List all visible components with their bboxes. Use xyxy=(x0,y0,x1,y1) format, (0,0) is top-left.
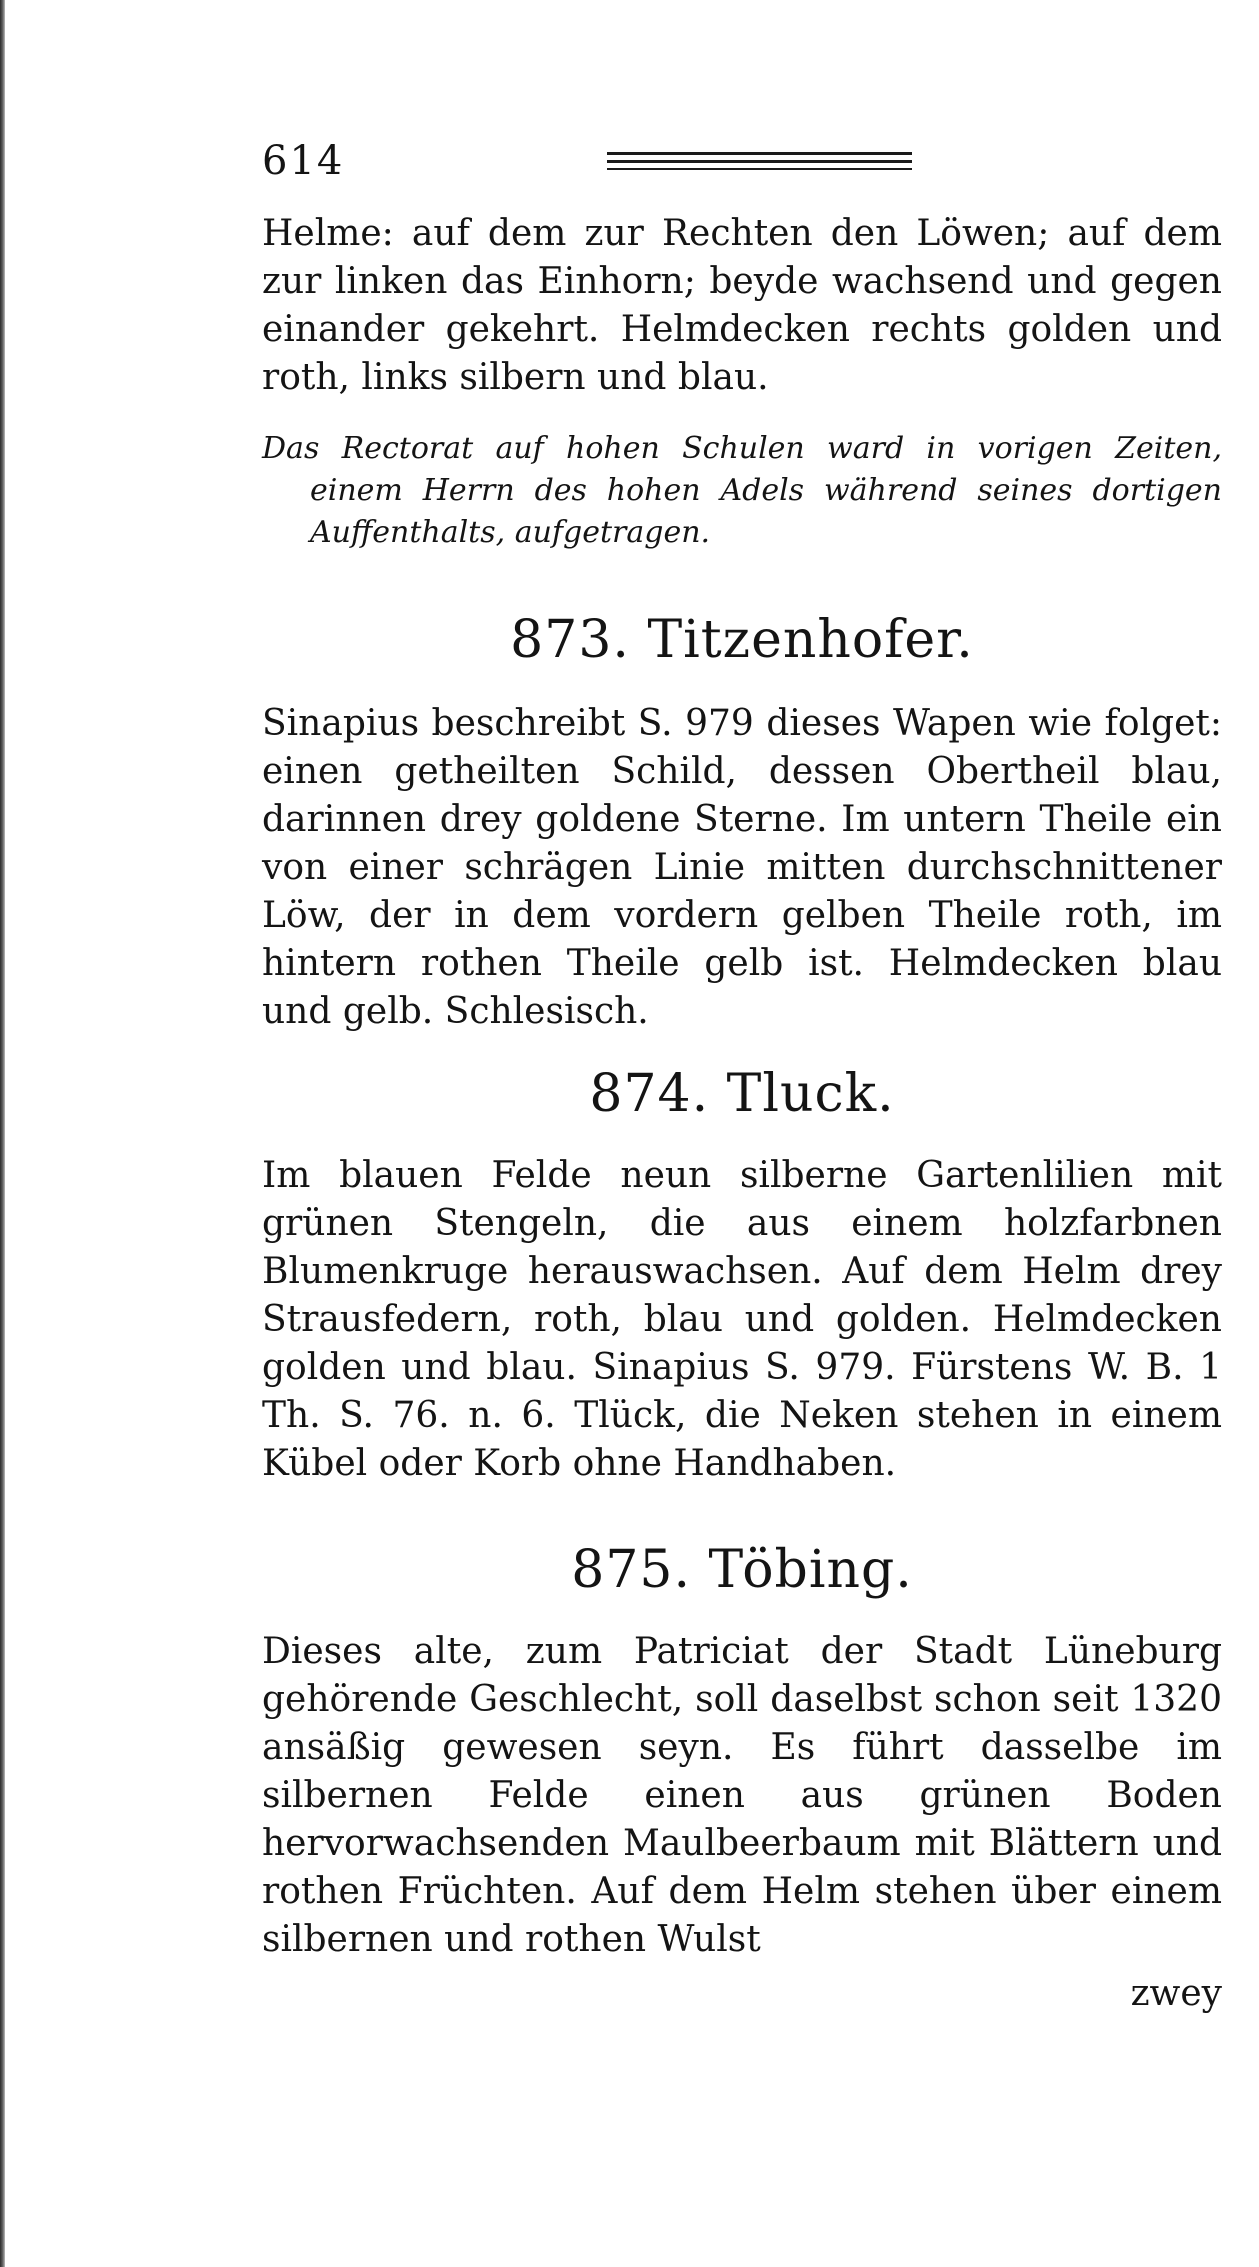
entry-heading-875: 875. Töbing. xyxy=(571,1540,913,1600)
book-page xyxy=(262,130,1222,2018)
entry-heading-873: 873. Titzenhofer. xyxy=(510,610,974,670)
continuation-note: Das Rectorat auf hohen Schulen ward in vorigen Zeiten, einem Herrn des hohen Adels während seines dortigen Auffenthalts, aufgetragen. xyxy=(262,431,1222,550)
page-number: 614 xyxy=(262,138,345,184)
catchword: zwey xyxy=(1130,1973,1222,2014)
entry-text-874: Im blauen Felde neun silberne Gartenlilien mit grünen Stengeln, die aus einem holzfarbnen Blumenkruge herauswachsen. Auf dem Helm drey Strausfedern, roth, blau und golden. Helmdecken golden und blau. Sinapius S. 979. Fürstens W. B. 1 Th. S. 76. n. 6. Tlück, die Neken stehen in einem Kübel oder Korb ohne Handhaben. xyxy=(262,1155,1222,1484)
header-ornament-rule xyxy=(607,152,912,176)
entry-heading-874: 874. Tluck. xyxy=(589,1064,895,1124)
entry-text-875: Dieses alte, zum Patriciat der Stadt Lüneburg gehörende Geschlecht, soll daselbst schon seit 1320 ansäßig gewesen seyn. Es führt dasselbe im silbernen Felde einen aus grünen Boden hervorwachsenden Maulbeerbaum mit Blättern und rothen Früchten. Auf dem Helm stehen über einem silbernen und rothen Wulst xyxy=(262,1631,1222,1960)
page-header xyxy=(262,130,1222,210)
entry-text-873: Sinapius beschreibt S. 979 dieses Wapen wie folget: einen getheilten Schild, dessen Obertheil blau, darinnen drey goldene Sterne. Im untern Theile ein von einer schrägen Linie mitten durchschnittener Löw, der in dem vordern gelben Theile roth, im hintern rothen Theile gelb ist. Helmdecken blau und gelb. Schlesisch. xyxy=(262,703,1222,1032)
page-edge-shadow xyxy=(0,0,5,2267)
continuation-text: Helme: auf dem zur Rechten den Löwen; auf dem zur linken das Einhorn; beyde wachsend und gegen einander gekehrt. Helmdecken rechts golden und roth, links silbern und blau. xyxy=(262,213,1222,398)
